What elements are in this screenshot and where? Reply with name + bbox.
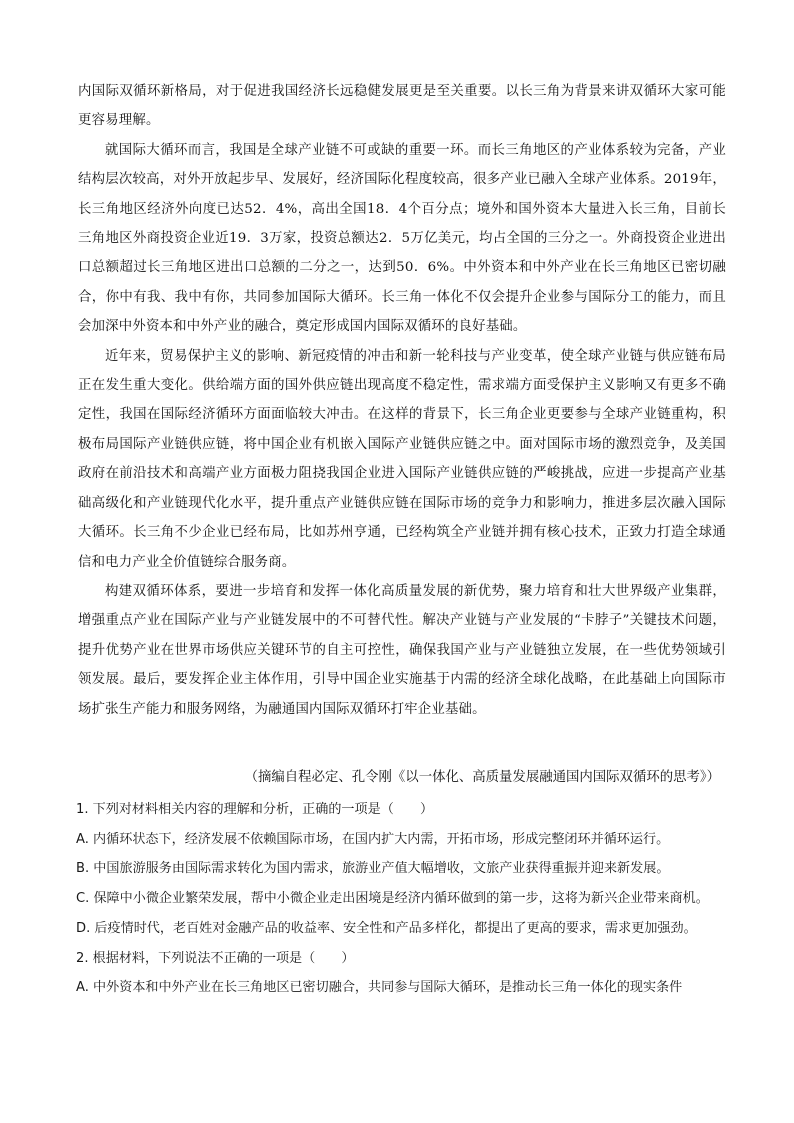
question-1-option-a: A. 内循环状态下，经济发展不依赖国际市场，在国内扩大内需，开拓市场，形成完整闭环并循环运行。 bbox=[76, 831, 670, 847]
passage-paragraph-3: 近年来，贸易保护主义的影响、新冠疫情的冲击和新一轮科技与产业变革，使全球产业链与供应链布局正在发生重大变化。供给端方面的国外供应链出现高度不稳定性，需求端方面受保护主义影响又有更多不确定性，我国在国际经济循环方面面临较大冲击。在这样的背景下，长三角企业更要参与全球产业链重构，积极布局国际产业链供应链，将中国企业有机嵌入国际产业链供应链之中。面对国际市场的激烈竞争，及美国政府在前沿技术和高端产业方面极力阻挠我国企业进入国际产业链供应链的严峻挑战，应进一步提高产业基础高级化和产业链现代化水平，提升重点产业链供应链在国际市场的竞争力和影响力，推进多层次融入国际大循环。长三角不少企业已经布局，比如苏州亨通，已经构筑全产业链并拥有核心技术，正致力打造全球通信和电力产业全价值链综合服务商。 bbox=[78, 348, 726, 570]
question-section bbox=[76, 795, 728, 1003]
question-1-option-d: D. 后疫情时代，老百姓对金融产品的收益率、安全性和产品多样化，都提出了更高的要求，需求更加强劲。 bbox=[76, 920, 697, 936]
question-2-option-a: A. 中外资本和中外产业在长三角地区已密切融合，共同参与国际大循环，是推动长三角一体化的现实条件 bbox=[76, 980, 683, 996]
question-1-option-b: B. 中国旅游服务由国际需求转化为国内需求，旅游业产值大幅增收，文旅产业获得重振并迎来新发展。 bbox=[76, 861, 670, 877]
passage-paragraph-1: 内国际双循环新格局，对于促进我国经济长远稳健发展更是至关重要。以长三角为背景来讲双循环大家可能更容易理解。 bbox=[78, 84, 726, 129]
question-1-option-c: C. 保障中小微企业繁荣发展，帮中小微企业走出困境是经济内循环做到的第一步，这将为新兴企业带来商机。 bbox=[76, 891, 709, 907]
question-1-stem: 1. 下列对材料相关内容的理解和分析，正确的一项是（ ） bbox=[76, 802, 434, 817]
reading-passage bbox=[78, 77, 726, 724]
question-2-stem: 2. 根据材料，下列说法不正确的一项是（ ） bbox=[76, 950, 355, 966]
passage-source: （摘编自程必定、孔令刚《以一体化、高质量发展融通国内国际双循环的思考》） bbox=[244, 770, 720, 785]
passage-paragraph-2: 就国际大循环而言，我国是全球产业链不可或缺的重要一环。而长三角地区的产业体系较为完备，产业结构层次较高，对外开放起步早、发展好，经济国际化程度较高，很多产业已融入全球产业体系。2019年，长三角地区经济外向度已达52．4%，高出全国18．4个百分点；境外和国外资本大量进入长三角，目前长三角地区外商投资企业近19．3万家，投资总额达2．5万亿美元，均占全国的三分之一。外商投资企业进出口总额超过长三角地区进出口总额的二分之一，达到50．6%。中外资本和中外产业在长三角地区已密切融合，你中有我、我中有你，共同参加国际大循环。长三角一体化不仅会提升企业参与国际分工的能力，而且会加深中外资本和中外产业的融合，奠定形成国内国际双循环的良好基础。 bbox=[78, 142, 726, 335]
passage-paragraph-4: 构建双循环体系，要进一步培育和发挥一体化高质量发展的新优势，聚力培育和壮大世界级产业集群，增强重点产业在国际产业与产业链发展中的不可替代性。解决产业链与产业发展的“卡脖子”关键技术问题，提升优势产业在世界市场供应关键环节的自主可控性，确保我国产业与产业链独立发展，在一些优势领域引领发展。最后，要发挥企业主体作用，引导中国企业实施基于内需的经济全球化战略，在此基础上向国际市场扩张生产能力和服务网络，为融通国内国际双循环打牢企业基础。 bbox=[78, 583, 726, 717]
